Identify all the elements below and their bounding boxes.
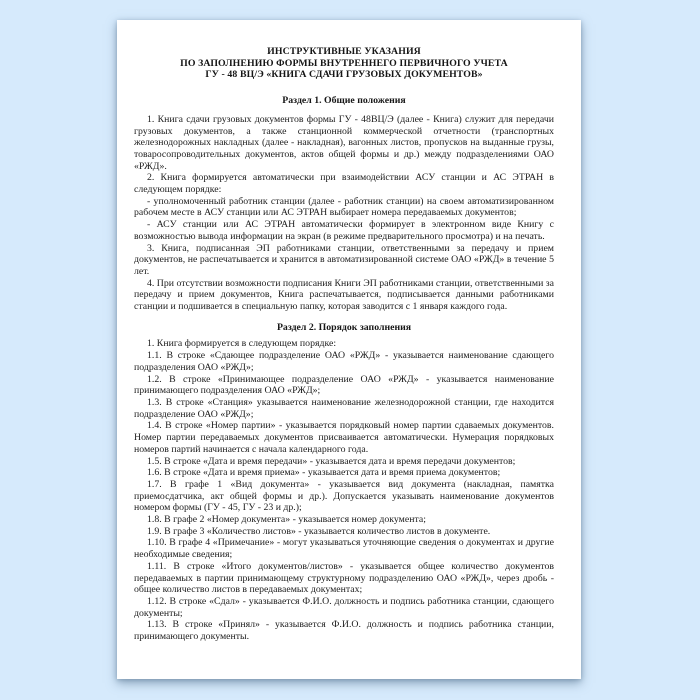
paragraph: 1.3. В строке «Станция» указывается наименование железнодорожной станции, где находится подразделение ОАО «РЖД»;: [134, 396, 554, 420]
section-2-heading: Раздел 2. Порядок заполнения: [276, 321, 412, 333]
paragraph: 1.7. В графе 1 «Вид документа» - указывается вид документа (накладная, памятка приемосдатчика, акт общей формы и др.). Допускается указывать наименование документов номером формы (ГУ - 45, ГУ - 23 и др.);: [134, 478, 554, 514]
paragraph: 1.4. В строке «Номер партии» - указывается порядковый номер партии сдаваемых документов. Номер партии передаваемых документов присваивается автоматически. Нумерация порядковых номеров партий начинается с начала календарного года.: [134, 420, 554, 455]
paragraph: 1. Книга формируется в следующем порядке:: [147, 338, 337, 350]
document-title: [134, 46, 554, 81]
paragraph: 1.12. В строке «Сдал» - указывается Ф.И.О. должность и подпись работника станции, сдающего документы;: [134, 595, 554, 619]
paragraph: 1.8. В графе 2 «Номер документа» - указывается номер документа;: [147, 514, 426, 526]
section-2-body: [134, 338, 554, 642]
paragraph: 1.1. В строке «Сдающее подразделение ОАО «РЖД» - указывается наименование сдающего подразделения ОАО «РЖД»;: [134, 350, 554, 373]
document-page: [117, 20, 581, 679]
paragraph: 3. Книга, подписанная ЭП работниками станции, ответственными за передачу и прием документов, не распечатывается и хранится в автоматизированной системе ОАО «РЖД» в течение 5 лет.: [134, 242, 554, 277]
document-title-line: ПО ЗАПОЛНЕНИЮ ФОРМЫ ВНУТРЕННЕГО ПЕРВИЧНОГО УЧЕТА: [180, 57, 508, 69]
paragraph: 1.6. В строке «Дата и время приема» - указывается дата и время приема документов;: [147, 467, 501, 479]
paragraph: 1.9. В графе 3 «Количество листов» - указывается количество листов в документе.: [147, 525, 491, 537]
paragraph: 1.13. В строке «Принял» - указывается Ф.И.О. должность и подпись работника станции, принимающего документы.: [134, 619, 554, 643]
document-title-line: ИНСТРУКТИВНЫЕ УКАЗАНИЯ: [267, 46, 421, 57]
paragraph: 4. При отсутствии возможности подписания Книги ЭП работниками станции, ответственными за передачу и прием документов, Книга распечатывается, подписывается данными работниками станции и подшивается в специальную папку, которая заводится с 1 января каждого года.: [134, 277, 554, 313]
paragraph: 1.5. В строке «Дата и время передачи» - указывается дата и время передачи документов;: [147, 455, 516, 467]
paragraph: 1.2. В строке «Принимающее подразделение ОАО «РЖД» - указывается наименование принимающего подразделения ОАО «РЖД»;: [134, 373, 554, 397]
paragraph: - уполномоченный работник станции (далее - работник станции) на своем автоматизированном рабочем месте в АСУ станции или АС ЭТРАН выбирает номера передаваемых документов;: [134, 195, 554, 219]
paragraph: 2. Книга формируется автоматически при взаимодействии АСУ станции и АС ЭТРАН в следующем порядке:: [134, 172, 554, 196]
paragraph: 1. Книга сдачи грузовых документов формы ГУ - 48ВЦ/Э (далее - Книга) служит для передачи грузовых документов, а также станционной коммерческой отчетности (транспортных железнодорожных накладных (далее - накладная), вагонных листов, пропусков на выданные грузы, товаросопроводительных документов, актов общей формы и др.) между подразделениями ОАО «РЖД».: [134, 113, 554, 172]
paragraph: 1.11. В строке «Итого документов/листов» - указывается общее количество документов передаваемых в партии принимающему структурному подразделению ОАО «РЖД», через дробь - общее количество листов в передаваемых документах;: [134, 560, 554, 596]
section-1-heading: Раздел 1. Общие положения: [282, 95, 406, 107]
section-1-body: [134, 114, 554, 313]
document-title-line: ГУ - 48 ВЦ/Э «КНИГА СДАЧИ ГРУЗОВЫХ ДОКУМЕНТОВ»: [205, 69, 483, 81]
paragraph: - АСУ станции или АС ЭТРАН автоматически формирует в электронном виде Книгу с возможностью вывода информации на экран (в режиме предварительного просмотра) и на печать.: [134, 219, 554, 242]
paragraph: 1.10. В графе 4 «Примечание» - могут указываться уточняющие сведения о документах и другие необходимые сведения;: [134, 537, 554, 561]
